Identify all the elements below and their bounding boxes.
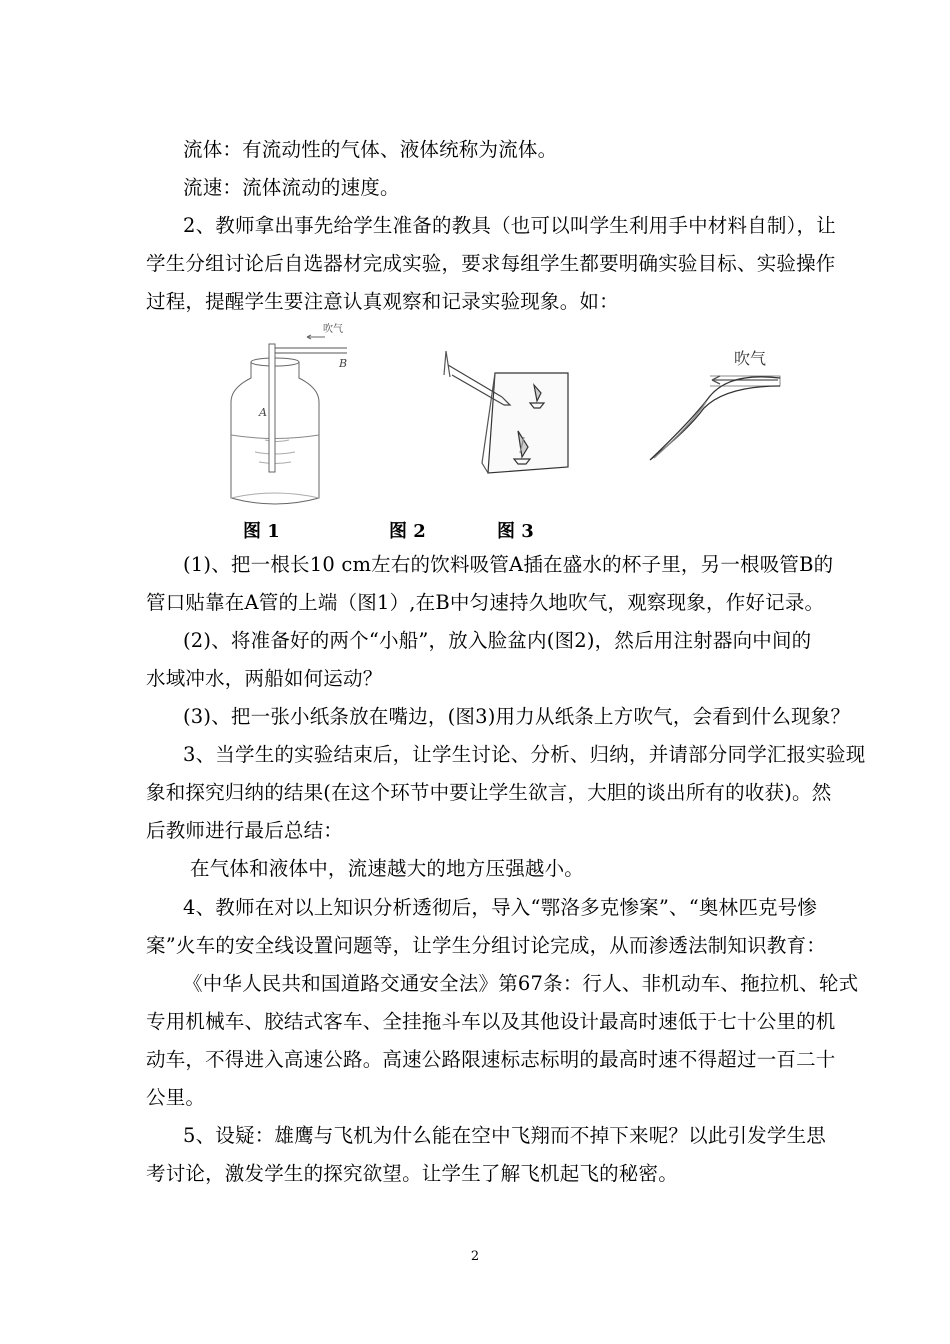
paragraph-4-line: 案”火车的安全线设置问题等，让学生分组讨论完成，从而渗透法制知识教育： <box>146 934 826 957</box>
flow-speed-definition: 流速：流体流动的速度。 <box>183 176 400 199</box>
figure-1-label-b: B <box>339 357 348 370</box>
paragraph-5-line: 5、设疑：雄鹰与飞机为什么能在空中飞翔而不掉下来呢？以此引发学生思 <box>183 1124 827 1147</box>
law-quote-line: 动车，不得进入高速公路。高速公路限速标志标明的最高时速不得超过一百二十 <box>146 1048 836 1071</box>
figure-3-caption: 图 3 <box>497 521 534 542</box>
page-number: 2 <box>470 1249 480 1264</box>
experiment-2-line: (2)、将准备好的两个“小船”，放入脸盆内(图2)，然后用注射器向中间的 <box>183 629 812 652</box>
figure-2-caption: 图 2 <box>389 521 426 542</box>
experiment-3-line: (3)、把一张小纸条放在嘴边，(图3)用力从纸条上方吹气，会看到什么现象？ <box>183 705 851 728</box>
paragraph-5-line: 考讨论，激发学生的探究欲望。让学生了解飞机起飞的秘密。 <box>146 1162 678 1185</box>
paragraph-3-line: 3、当学生的实验结束后，让学生讨论、分析、归纳，并请部分同学汇报实验现 <box>183 743 866 766</box>
fluid-definition: 流体：有流动性的气体、液体统称为流体。 <box>183 138 558 161</box>
experiment-1-line: 管口贴靠在A管的上端（图1）,在B中匀速持久地吹气，观察现象，作好记录。 <box>146 591 825 614</box>
figure-2-boats-diagram <box>440 345 575 480</box>
paragraph-4-line: 4、教师在对以上知识分析透彻后，导入“鄂洛多克惨案”、“奥林匹克号惨 <box>183 896 818 919</box>
law-quote-line: 专用机械车、胶结式客车、全挂拖斗车以及其他设计最高时速低于七十公里的机 <box>146 1010 836 1033</box>
paragraph-2-line: 2、教师拿出事先给学生准备的教具（也可以叫学生利用手中材料自制），让 <box>183 214 836 237</box>
figure-1-bottle-diagram <box>225 320 365 510</box>
figure-1-caption: 图 1 <box>243 521 280 542</box>
law-quote-line: 公里。 <box>146 1086 206 1109</box>
experiment-2-line: 水域冲水，两船如何运动？ <box>146 667 383 690</box>
figure-1-blow-label: 吹气 <box>323 324 343 335</box>
conclusion-statement: 在气体和液体中，流速越大的地方压强越小。 <box>190 857 585 880</box>
figure-1-label-a: A <box>259 406 267 419</box>
experiment-1-line: (1)、把一根长10 cm左右的饮料吸管A插在盛水的杯子里，另一根吸管B的 <box>183 553 834 576</box>
figure-3-blow-label: 吹气 <box>734 349 767 368</box>
paragraph-2-line: 学生分组讨论后自选器材完成实验，要求每组学生都要明确实验目标、实验操作 <box>146 252 836 275</box>
figure-3-paper-strip-diagram <box>640 342 790 472</box>
paragraph-2-line: 过程，提醒学生要注意认真观察和记录实验现象。如： <box>146 290 619 313</box>
paragraph-3-line: 后教师进行最后总结： <box>146 819 344 842</box>
paragraph-3-line: 象和探究归纳的结果(在这个环节中要让学生欲言，大胆的谈出所有的收获)。然 <box>146 781 832 804</box>
law-quote-line: 《中华人民共和国道路交通安全法》第67条：行人、非机动车、拖拉机、轮式 <box>183 972 859 995</box>
